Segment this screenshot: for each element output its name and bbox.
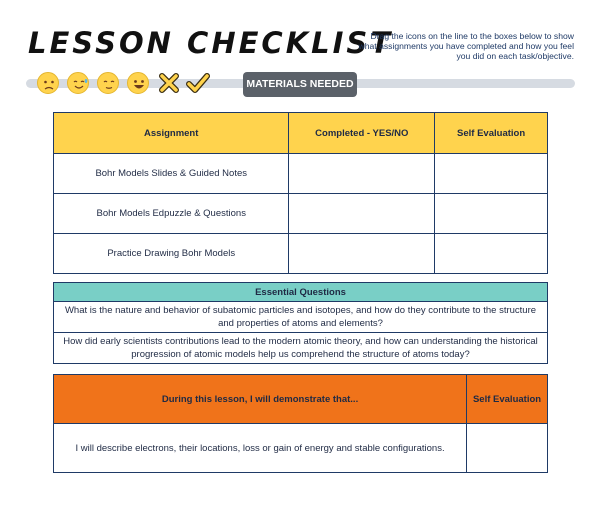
assignment-name: Practice Drawing Bohr Models bbox=[54, 234, 289, 274]
table-header-row bbox=[54, 113, 548, 154]
table-row bbox=[54, 234, 548, 274]
self-evaluation-drop-box[interactable] bbox=[467, 424, 548, 473]
x-mark-icon[interactable] bbox=[158, 72, 180, 94]
column-header-assignment: Assignment bbox=[54, 113, 289, 154]
table-row bbox=[54, 424, 548, 473]
assignment-table bbox=[53, 112, 548, 274]
instructions-text: Drag the icons on the line to the boxes below to show what assignments you have completed and how you feel you did on each task/objective. bbox=[358, 31, 574, 61]
neutral-face-icon[interactable] bbox=[97, 72, 119, 94]
column-header-demonstrate: During this lesson, I will demonstrate that... bbox=[54, 375, 467, 424]
table-row bbox=[54, 333, 548, 364]
essential-question: What is the nature and behavior of subatomic particles and isotopes, and how do they contribute to the structure and properties of atoms and elements? bbox=[54, 302, 548, 333]
table-row bbox=[54, 194, 548, 234]
completed-drop-box[interactable] bbox=[289, 194, 435, 234]
check-mark-icon[interactable] bbox=[186, 72, 208, 94]
completed-drop-box[interactable] bbox=[289, 234, 435, 274]
essential-questions-table bbox=[53, 282, 548, 364]
self-evaluation-drop-box[interactable] bbox=[435, 194, 548, 234]
table-row bbox=[54, 154, 548, 194]
column-header-self-evaluation: Self Evaluation bbox=[467, 375, 548, 424]
materials-needed-button[interactable]: MATERIALS NEEDED bbox=[243, 72, 357, 97]
column-header-completed: Completed - YES/NO bbox=[289, 113, 435, 154]
demonstrate-table bbox=[53, 374, 548, 473]
worried-face-icon[interactable] bbox=[37, 72, 59, 94]
table-row bbox=[54, 302, 548, 333]
objective-text: I will describe electrons, their locations, loss or gain of energy and stable configurations. bbox=[54, 424, 467, 473]
self-evaluation-drop-box[interactable] bbox=[435, 154, 548, 194]
table-header-row bbox=[54, 375, 548, 424]
essential-question: How did early scientists contributions lead to the modern atomic theory, and how can understanding the historical progression of atomic models help us comprehend the structure of atoms today? bbox=[54, 333, 548, 364]
essential-questions-header: Essential Questions bbox=[54, 283, 548, 302]
assignment-name: Bohr Models Edpuzzle & Questions bbox=[54, 194, 289, 234]
sweat-smile-face-icon[interactable] bbox=[67, 72, 89, 94]
assignment-name: Bohr Models Slides & Guided Notes bbox=[54, 154, 289, 194]
self-evaluation-drop-box[interactable] bbox=[435, 234, 548, 274]
happy-face-icon[interactable] bbox=[127, 72, 149, 94]
completed-drop-box[interactable] bbox=[289, 154, 435, 194]
page-title: LESSON CHECKLIST bbox=[28, 26, 394, 60]
column-header-self-evaluation: Self Evaluation bbox=[435, 113, 548, 154]
table-header-row bbox=[54, 283, 548, 302]
